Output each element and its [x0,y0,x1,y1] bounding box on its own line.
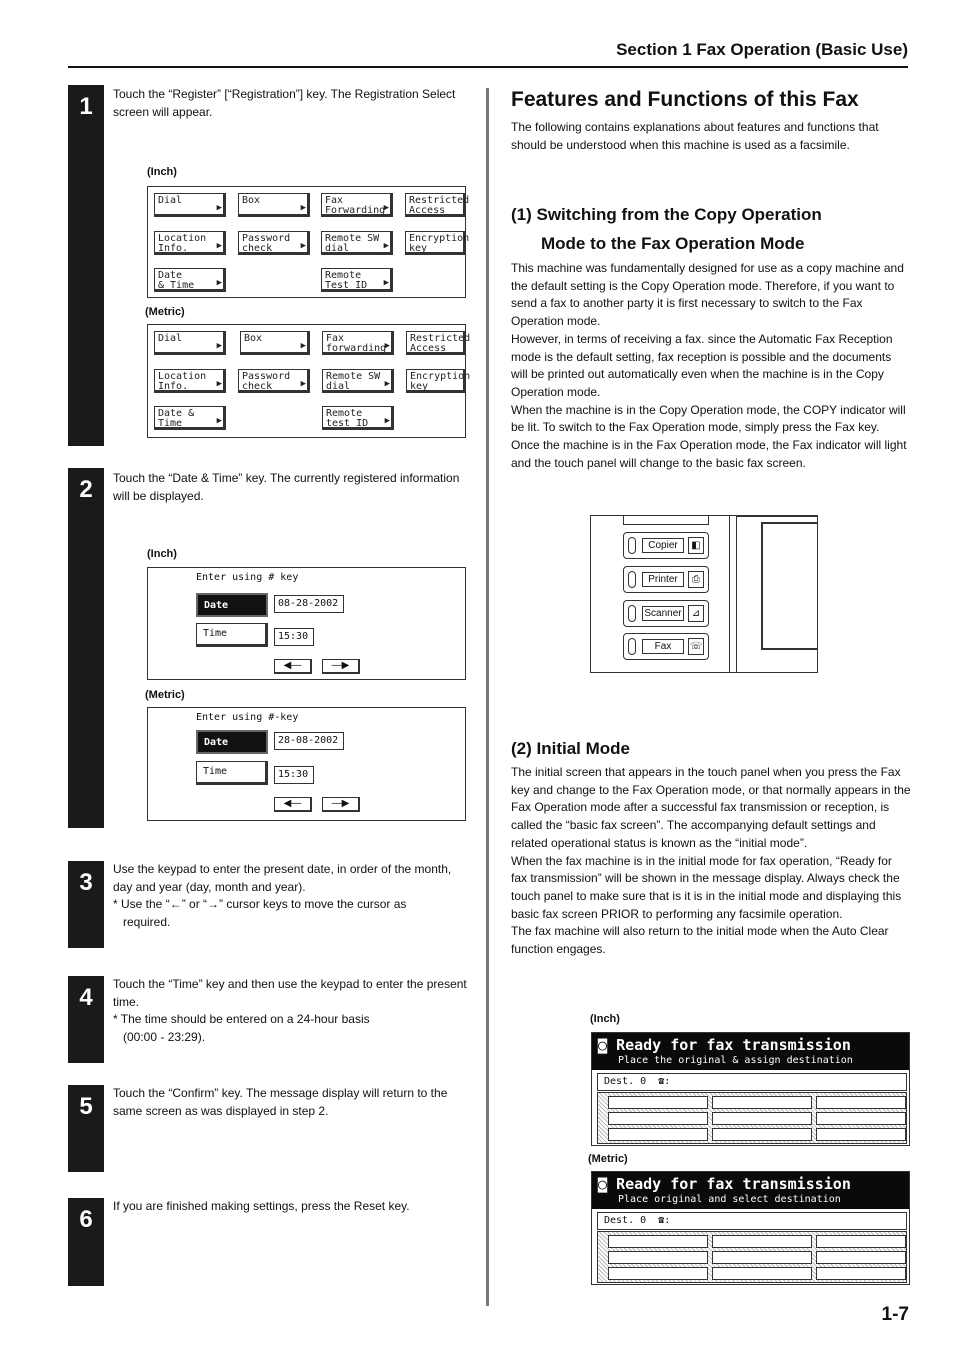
time-value: 15:30 [274,628,314,646]
section-1-title-line1: (1) Switching from the Copy Operation [511,205,822,224]
date-time-key[interactable]: Date & Time ▶ [154,406,226,430]
one-touch-key[interactable] [712,1267,812,1280]
fax-forwarding-key[interactable]: Fax forwarding ▶ [322,331,394,355]
cursor-left-button[interactable] [274,659,312,674]
encryption-key-key[interactable]: Encryption key [405,231,466,255]
time-key[interactable]: Time [196,761,268,785]
remote-sw-dial-key[interactable]: Remote SW dial ▶ [322,369,394,393]
header-rule [68,66,908,68]
arrow-right-icon: —▶ [331,660,350,671]
one-touch-key[interactable] [608,1267,708,1280]
password-check-key[interactable]: Password check ▶ [238,231,310,255]
encryption-key-key[interactable]: Encryption key [406,369,466,393]
one-touch-key[interactable] [608,1128,708,1141]
section-1-title-line2: Mode to the Fax Operation Mode [541,234,805,253]
one-touch-grid [597,1231,907,1283]
step-bar-6: 6 [68,1198,104,1286]
copier-icon: ◧ [688,537,704,554]
inch-label: (Inch) [590,1013,620,1025]
one-touch-key[interactable] [712,1251,812,1264]
registration-panel-metric [147,324,471,438]
password-check-key[interactable]: Password check ▶ [238,369,310,393]
step-1-text: Touch the “Register” [“Registration”] key. The Registration Select screen will appear. [113,87,456,119]
page-number: 1-7 [881,1304,909,1325]
features-title: Features and Functions of this Fax [511,88,859,111]
destination-field[interactable]: Dest. 0 ☎: [597,1212,907,1230]
column-divider [486,88,489,1306]
scanner-icon: ⊿ [688,605,704,622]
scanner-mode-key[interactable]: Scanner ⊿ [623,600,709,627]
copier-mode-key[interactable]: Copier ◧ [623,532,709,559]
one-touch-key[interactable] [816,1112,906,1125]
features-intro: The following contains explanations about features and functions that should be understood when this machine is used as a facsimile. [511,120,879,152]
scanner-indicator [628,605,636,622]
phone-icon: ☎: [658,1076,671,1087]
destination-field[interactable]: Dest. 0 ☎: [597,1073,907,1091]
restricted-access-key[interactable]: Restricted Access [406,331,466,355]
one-touch-key[interactable] [712,1096,812,1109]
one-touch-grid [597,1092,907,1144]
fax-icon: ☏ [688,638,704,655]
location-info-key[interactable]: Location Info. ▶ [154,369,226,393]
remote-test-id-key[interactable]: Remote Test ID ▶ [321,268,393,292]
step-bar-1: 1 [68,85,104,446]
one-touch-key[interactable] [608,1251,708,1264]
printer-indicator [628,571,636,588]
metric-label: (Metric) [145,689,185,701]
enter-caption: Enter using #-key [196,712,299,723]
arrow-left-icon: ◀— [283,660,302,671]
step-2-text: Touch the “Date & Time” key. The currently registered information will be displayed. [113,471,460,503]
date-value: 28-08-2002 [274,732,344,750]
phone-icon: ☎: [658,1215,671,1226]
date-time-panel-inch [147,567,466,680]
date-key[interactable]: Date [196,730,268,754]
inch-label: (Inch) [147,166,177,178]
copier-indicator [628,537,636,554]
control-panel-illustration [590,515,818,673]
printer-icon: ⎙ [688,571,704,588]
arrow-left-icon: ◀— [283,798,302,809]
registration-panel-inch [147,186,470,298]
fax-status-icon: ◙ [598,1036,608,1054]
one-touch-key[interactable] [816,1096,906,1109]
one-touch-key[interactable] [608,1096,708,1109]
step-5-text: Touch the “Confirm” key. The message display will return to the same screen as was displayed in step 2. [113,1086,448,1118]
metric-label: (Metric) [588,1153,628,1165]
step-3-text: Use the keypad to enter the present date, in order of the month, day and year (day, month and year). * Use the “←” or “→” cursor keys to move the cursor as required. [113,862,452,929]
dial-key[interactable]: Dial ▶ [154,331,226,355]
section-header: Section 1 Fax Operation (Basic Use) [616,40,908,59]
printer-mode-key[interactable]: Printer ⎙ [623,566,709,593]
fax-forwarding-key[interactable]: Fax Forwarding ▶ [321,193,393,217]
one-touch-key[interactable] [816,1235,906,1248]
metric-label: (Metric) [145,306,185,318]
arrow-right-icon: —▶ [331,798,350,809]
one-touch-key[interactable] [608,1235,708,1248]
fax-status-icon: ◙ [598,1175,608,1193]
one-touch-key[interactable] [816,1267,906,1280]
box-key[interactable]: Box ▶ [238,193,310,217]
remote-sw-dial-key[interactable]: Remote SW dial ▶ [321,231,393,255]
one-touch-key[interactable] [712,1128,812,1141]
date-time-key[interactable]: Date & Time ▶ [154,268,226,292]
one-touch-key[interactable] [712,1235,812,1248]
enter-caption: Enter using # key [196,572,299,583]
step-4-text: Touch the “Time” key and then use the keypad to enter the present time. * The time should be entered on a 24-hour basis (00:00 - 23:29). [113,977,467,1044]
section-2-title: (2) Initial Mode [511,739,630,758]
one-touch-key[interactable] [816,1251,906,1264]
basic-fax-screen-metric [591,1171,910,1285]
cursor-left-button[interactable] [274,797,312,812]
step-6-text: If you are finished making settings, press the Reset key. [113,1199,410,1213]
date-time-panel-metric [147,707,466,821]
message-display: ◙ Ready for fax transmission Place the original & assign destination [592,1033,909,1070]
cursor-right-button[interactable] [322,659,360,674]
step-bar-5: 5 [68,1085,104,1172]
section-1-body: This machine was fundamentally designed for use as a copy machine and the default setting is the Copy Operation mode. Therefore, if you want to send a fax to another party it is first necessary to switch to the Fax Operation mode. However, in terms of receiving a fax. since the Automatic Fax Reception mode is the default setting, fax reception is possible and the documents will be printed out automatically even when the machine is in the Copy Operation mode. When the machine is in the Copy Operation mode, the COPY indicator will be lit. To switch to the Fax Operation mode, simply press the Fax key. Once the machine is in the Fax Operation mode, the Fax indicator will light and the touch panel will change to the basic fax screen. [511,261,907,470]
time-value: 15:30 [274,766,314,784]
location-info-key[interactable]: Location Info. ▶ [154,231,226,255]
time-key[interactable]: Time [196,623,268,647]
step-bar-3: 3 [68,861,104,948]
step-bar-4: 4 [68,976,104,1063]
step-bar-2: 2 [68,468,104,828]
one-touch-key[interactable] [712,1112,812,1125]
fax-indicator [628,638,636,655]
date-key[interactable]: Date [196,593,268,617]
date-value: 08-28-2002 [274,595,344,613]
one-touch-key[interactable] [608,1112,708,1125]
fax-mode-key[interactable]: Fax ☏ [623,633,709,660]
box-key[interactable]: Box ▶ [240,331,310,355]
message-display: ◙ Ready for fax transmission Place original and select destination [592,1172,909,1209]
dial-key[interactable]: Dial ▶ [154,193,226,217]
remote-test-id-key[interactable]: Remote test ID ▶ [322,406,394,430]
one-touch-key[interactable] [816,1128,906,1141]
restricted-access-key[interactable]: Restricted Access [405,193,466,217]
section-2-body: The initial screen that appears in the touch panel when you press the Fax key and change to the Fax Operation mode, or that normally appears in the Fax Operation mode after a successful fax transmission or reception, is called the “basic fax screen”. The accompanying default settings and related operational status is known as the “initial mode”. When the fax machine is in the initial mode for fax operation, “Ready for fax transmission” will be shown in the message display. Always check the touch panel to make sure that is it is in the initial mode and displaying this basic fax screen PRIOR to performing any facsimile operation. The fax machine will also return to the initial mode when the Auto Clear function engages. [511,765,911,957]
basic-fax-screen-inch [591,1032,910,1146]
inch-label: (Inch) [147,548,177,560]
cursor-right-button[interactable] [322,797,360,812]
